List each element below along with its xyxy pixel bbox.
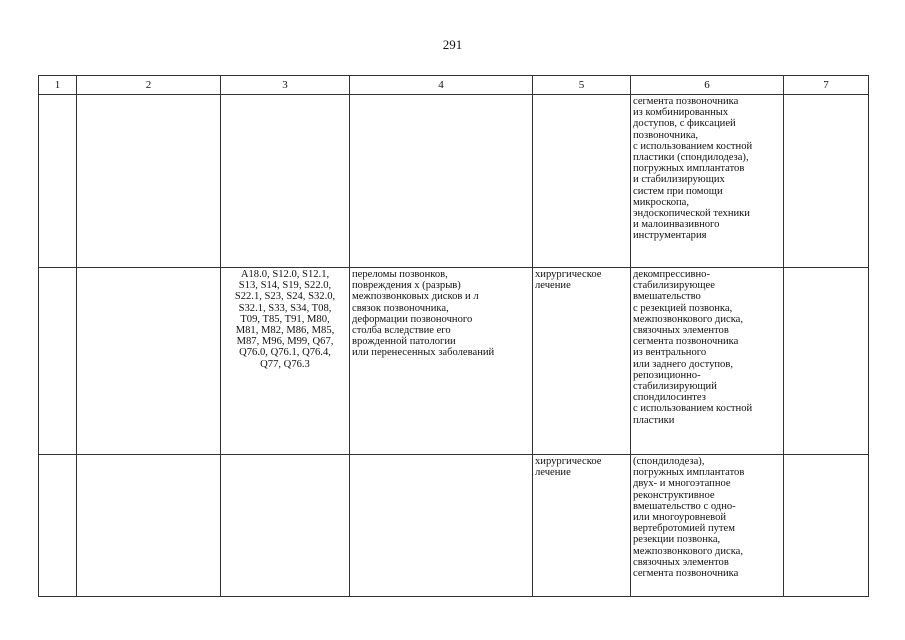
cell-treatment-method: (спондилодеза), погружных имплантатов двух- и многоэтапное реконструктивное вмешательство с одно- или многоуровневой вертебротомией путем резекции позвонка, межпозвонкового диска, связочных элементов сегмента позвоночника bbox=[631, 455, 784, 597]
cell-number bbox=[39, 268, 77, 455]
table-row bbox=[39, 455, 869, 597]
cell-number bbox=[39, 455, 77, 597]
cell-icd-codes bbox=[221, 95, 350, 268]
page-number: 291 bbox=[442, 37, 463, 52]
cell-norm bbox=[784, 268, 869, 455]
cell-profile bbox=[77, 268, 221, 455]
cell-norm bbox=[784, 455, 869, 597]
header-col-2: 2 bbox=[77, 76, 221, 95]
cell-number bbox=[39, 95, 77, 268]
cell-treatment-type: хирургическое лечение bbox=[533, 268, 631, 455]
cell-norm bbox=[784, 95, 869, 268]
cell-profile bbox=[77, 95, 221, 268]
cell-diagnosis bbox=[350, 95, 533, 268]
cell-icd-codes bbox=[221, 455, 350, 597]
header-col-1: 1 bbox=[39, 76, 77, 95]
header-col-6: 6 bbox=[631, 76, 784, 95]
table-row bbox=[39, 268, 869, 455]
cell-treatment-method: декомпрессивно- стабилизирующее вмешательство с резекцией позвонка, межпозвонкового диска, связочных элементов сегмента позвоночника из вентрального или заднего доступов, репозиционно- стабилизирующий спондилосинтез с использованием костной пластики bbox=[631, 268, 784, 455]
header-col-4: 4 bbox=[350, 76, 533, 95]
table-row bbox=[39, 95, 869, 268]
header-col-5: 5 bbox=[533, 76, 631, 95]
procedures-table bbox=[38, 75, 869, 597]
header-row bbox=[39, 76, 869, 95]
cell-treatment-type: хирургическое лечение bbox=[533, 455, 631, 597]
cell-diagnosis bbox=[350, 455, 533, 597]
cell-icd-codes: A18.0, S12.0, S12.1, S13, S14, S19, S22.0, S22.1, S23, S24, S32.0, S32.1, S33, S34, T08, T09, T85, T91, M80, M81, M82, M86, M85, M87, M96, M99, Q67, Q76.0, Q76.1, Q76.4, Q77, Q76.3 bbox=[221, 268, 350, 455]
cell-diagnosis: переломы позвонков, повреждения х (разрыв) межпозвонковых дисков и л связок позвоночника, деформации позвоночного столба вследствие его врожденной патологии или перенесенных заболеваний bbox=[350, 268, 533, 455]
cell-profile bbox=[77, 455, 221, 597]
cell-treatment-method: сегмента позвоночника из комбинированных доступов, с фиксацией позвоночника, с использованием костной пластики (спондилодеза), погружных имплантатов и стабилизирующих систем при помощи микроскопа, эндоскопической техники и малоинвазивного инструментария bbox=[631, 95, 784, 268]
header-col-3: 3 bbox=[221, 76, 350, 95]
cell-treatment-type bbox=[533, 95, 631, 268]
header-col-7: 7 bbox=[784, 76, 869, 95]
